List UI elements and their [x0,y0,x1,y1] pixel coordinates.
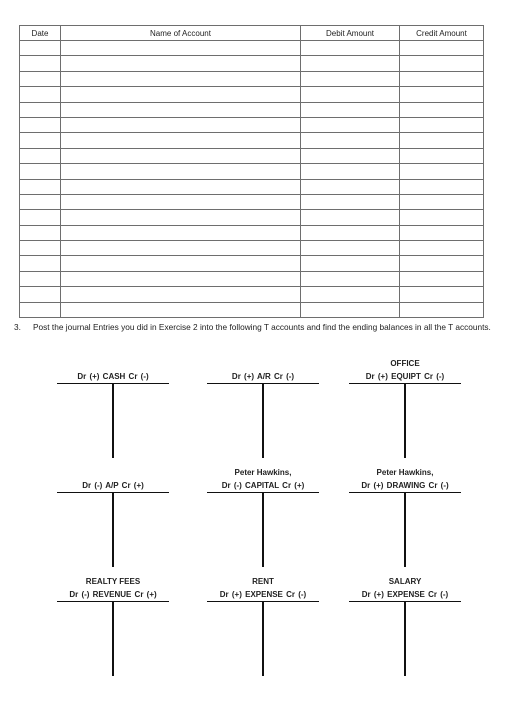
t-account-header: Dr (+) A/R Cr (-) [231,372,295,381]
journal-row [20,117,484,132]
account-name-cell[interactable] [61,241,301,256]
date-cell[interactable] [20,241,61,256]
date-cell[interactable] [20,71,61,86]
t-account-header: Dr (+) EXPENSE Cr (-) [361,590,449,599]
credit-cell[interactable] [400,102,484,117]
credit-cell[interactable] [400,148,484,163]
debit-cell[interactable] [301,271,400,286]
journal-row [20,256,484,271]
date-column-header: Date [20,26,61,41]
t-account-header: Dr (+) EXPENSE Cr (-) [219,590,307,599]
date-cell[interactable] [20,287,61,302]
debit-cell[interactable] [301,287,400,302]
date-cell[interactable] [20,133,61,148]
credit-cell[interactable] [400,41,484,56]
debit-cell[interactable] [301,102,400,117]
account-name-cell[interactable] [61,133,301,148]
debit-cell[interactable] [301,148,400,163]
date-cell[interactable] [20,56,61,71]
date-cell[interactable] [20,210,61,225]
t-account-divider [112,601,113,676]
credit-cell[interactable] [400,225,484,240]
credit-cell[interactable] [400,194,484,209]
credit-cell[interactable] [400,117,484,132]
t-account-header: Dr (+) CASH Cr (-) [77,372,149,381]
credit-cell[interactable] [400,164,484,179]
credit-cell[interactable] [400,256,484,271]
t-account-divider [404,492,405,567]
account-name-cell[interactable] [61,87,301,102]
date-cell[interactable] [20,225,61,240]
account-name-cell[interactable] [61,117,301,132]
debit-column-header: Debit Amount [301,26,400,41]
t-account-header: Dr (+) EQUIPT Cr (-) [365,372,445,381]
journal-row [20,148,484,163]
t-account-cash [57,372,169,492]
journal-row [20,56,484,71]
debit-cell[interactable] [301,225,400,240]
instruction [14,321,494,334]
instruction-number: 3. [14,322,21,332]
t-account-title: REALTY FEES [85,577,141,586]
journal-row [20,271,484,286]
date-cell[interactable] [20,256,61,271]
journal-row [20,210,484,225]
debit-cell[interactable] [301,133,400,148]
t-account-title: OFFICE [390,359,420,368]
date-cell[interactable] [20,302,61,317]
debit-cell[interactable] [301,164,400,179]
account-name-cell[interactable] [61,41,301,56]
account-name-cell[interactable] [61,256,301,271]
account-name-cell[interactable] [61,71,301,86]
t-account-salary-expense [349,577,461,710]
journal-row [20,102,484,117]
date-cell[interactable] [20,164,61,179]
credit-cell[interactable] [400,179,484,194]
journal-row [20,164,484,179]
t-account-divider [404,383,405,458]
account-name-cell[interactable] [61,210,301,225]
journal-row [20,302,484,317]
t-account-divider [262,383,263,458]
journal-row [20,133,484,148]
journal-row [20,287,484,302]
debit-cell[interactable] [301,117,400,132]
t-account-divider [112,383,113,458]
date-cell[interactable] [20,271,61,286]
t-account-title: Peter Hawkins, [234,468,292,477]
debit-cell[interactable] [301,256,400,271]
credit-cell[interactable] [400,71,484,86]
credit-cell[interactable] [400,210,484,225]
journal-row [20,241,484,256]
credit-cell[interactable] [400,87,484,102]
credit-cell[interactable] [400,302,484,317]
debit-cell[interactable] [301,194,400,209]
debit-cell[interactable] [301,41,400,56]
credit-cell[interactable] [400,271,484,286]
journal-row [20,87,484,102]
date-cell[interactable] [20,194,61,209]
account-name-cell[interactable] [61,302,301,317]
t-account-revenue [57,577,169,710]
t-account-divider [404,601,405,676]
account-name-cell[interactable] [61,102,301,117]
t-account-divider [262,601,263,676]
date-cell[interactable] [20,87,61,102]
date-cell[interactable] [20,148,61,163]
debit-cell[interactable] [301,87,400,102]
credit-cell[interactable] [400,133,484,148]
account-name-cell[interactable] [61,194,301,209]
date-cell[interactable] [20,41,61,56]
debit-cell[interactable] [301,210,400,225]
journal-row [20,41,484,56]
journal-row [20,194,484,209]
journal-row [20,225,484,240]
t-account-header: Dr (-) REVENUE Cr (+) [69,590,157,599]
journal-row [20,71,484,86]
debit-cell[interactable] [301,56,400,71]
account-name-cell[interactable] [61,271,301,286]
account-name-cell[interactable] [61,225,301,240]
debit-cell[interactable] [301,302,400,317]
credit-cell[interactable] [400,56,484,71]
account-name-cell[interactable] [61,164,301,179]
t-account-divider [262,492,263,567]
journal-table [19,25,484,318]
t-account-header: Dr (-) CAPITAL Cr (+) [221,481,305,490]
t-account-rent-expense [207,577,319,710]
t-account-title: SALARY [388,577,422,586]
debit-cell[interactable] [301,179,400,194]
account-name-cell[interactable] [61,287,301,302]
t-account-divider [112,492,113,567]
account-name-cell[interactable] [61,179,301,194]
account-name-column-header: Name of Account [61,26,301,41]
account-name-cell[interactable] [61,56,301,71]
date-cell[interactable] [20,117,61,132]
debit-cell[interactable] [301,241,400,256]
journal-header-row [20,26,484,41]
t-account-title: Peter Hawkins, [376,468,434,477]
instruction-text: Post the journal Entries you did in Exercise 2 into the following T accounts and find the ending balances in all the T accounts. [33,322,491,332]
debit-cell[interactable] [301,71,400,86]
account-name-cell[interactable] [61,148,301,163]
t-account-title: RENT [252,577,274,586]
credit-column-header: Credit Amount [400,26,484,41]
t-account-header: Dr (-) A/P Cr (+) [82,481,144,490]
date-cell[interactable] [20,102,61,117]
credit-cell[interactable] [400,241,484,256]
credit-cell[interactable] [400,287,484,302]
t-account-header: Dr (+) DRAWING Cr (-) [361,481,449,490]
date-cell[interactable] [20,179,61,194]
journal-row [20,179,484,194]
